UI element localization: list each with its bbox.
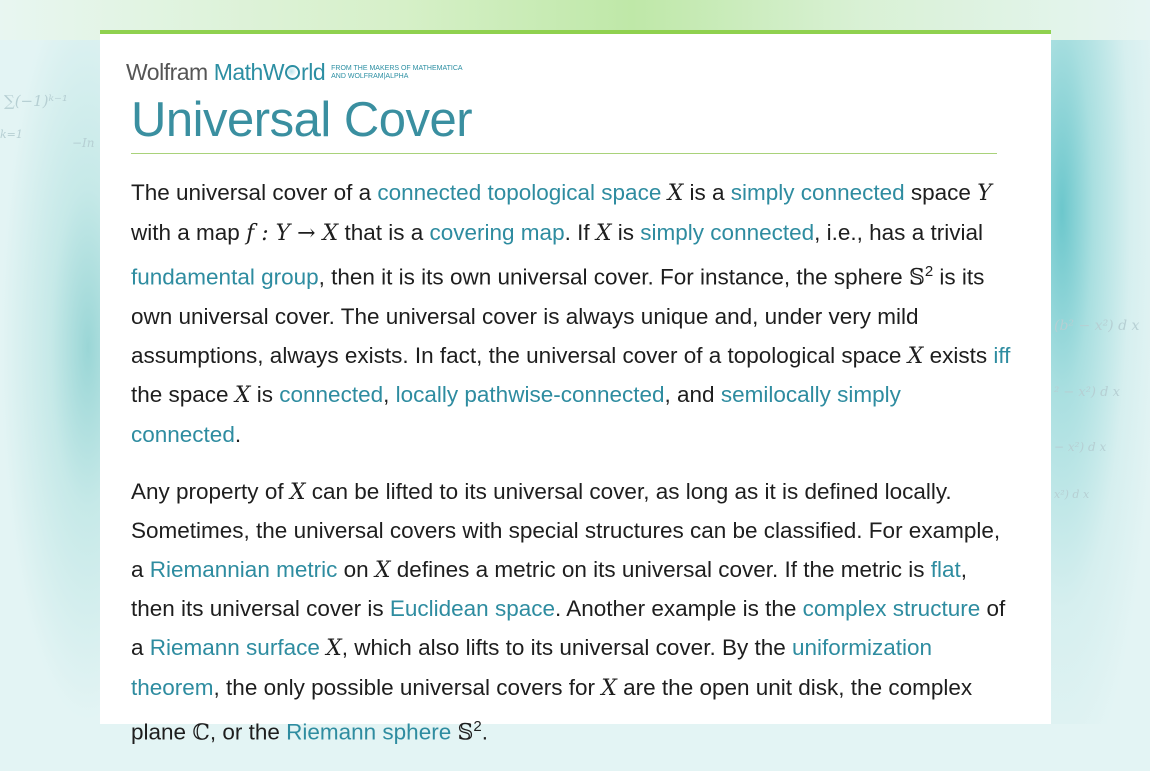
article-card [100, 30, 1051, 746]
math-x: X [907, 343, 924, 369]
background-formula: − x²) d x [1054, 440, 1107, 454]
logo-tagline [331, 65, 462, 81]
text: defines a metric on its universal cover. If the metric is [390, 556, 931, 582]
link-uniformization-theorem[interactable]: uniformization theorem [131, 635, 933, 700]
text: Any property of [131, 478, 290, 504]
background-formula: x²) d x [1054, 488, 1090, 501]
logo-wolfram-text: Wolfram [126, 59, 208, 85]
text: space [904, 180, 978, 205]
math-sphere: 𝕊 [457, 720, 474, 746]
background-formula: k=1 [0, 128, 23, 141]
text: that is a [338, 219, 430, 245]
link-flat[interactable]: flat [930, 556, 961, 582]
text: is [250, 382, 280, 408]
link-connected[interactable]: connected [279, 382, 384, 408]
text: on [337, 556, 375, 582]
text: is its own universal cover. The universal cover is always unique and, under very mild assumptions, always exists. In fact, the universal cover of a topological space [131, 264, 985, 368]
link-locally-pathwise-connected[interactable]: locally pathwise-connected [395, 382, 665, 408]
page-title: Universal Cover [131, 93, 473, 147]
link-riemann-sphere[interactable]: Riemann sphere [286, 719, 452, 745]
math-sphere: 𝕊 [908, 265, 925, 291]
background-right-art [1040, 40, 1150, 724]
text: . Another example is the [555, 596, 803, 622]
link-covering-map[interactable]: covering map [429, 219, 565, 245]
background-formula: ∑(−1)ᵏ⁻¹ [4, 92, 68, 110]
background-formula: −In [72, 136, 95, 150]
text: are the open unit disk, the complex plane [131, 674, 973, 745]
math-map: f : Y → X [246, 220, 339, 246]
text: . [481, 719, 488, 745]
text: . [234, 422, 242, 448]
math-complex-plane: ℂ [192, 720, 210, 746]
link-complex-structure[interactable]: complex structure [802, 596, 981, 622]
paragraph-2 [131, 473, 1011, 754]
article-body [131, 174, 1011, 771]
text: can be lifted to its universal cover, as long as it is defined locally. Sometimes, the universal covers with special structures can be classified. For example, a [131, 478, 1001, 582]
math-x: X [595, 220, 612, 246]
math-superscript: 2 [473, 718, 482, 736]
logo-mathworld-part2: rld [301, 59, 326, 85]
text: , i.e., has a trivial [814, 219, 983, 245]
text: is a [683, 180, 731, 205]
link-simply-connected[interactable]: simply connected [640, 219, 815, 245]
text: of a [131, 596, 1006, 661]
text: is [611, 219, 641, 245]
link-connected-topological-space[interactable]: connected topological space [377, 180, 662, 205]
text: exists [923, 342, 994, 368]
math-x: X [234, 383, 251, 409]
math-x: X [326, 636, 342, 662]
paragraph-1 [131, 174, 1011, 455]
text: with a map [131, 219, 247, 245]
text: the space [131, 382, 235, 408]
link-semilocally-simply-connected[interactable]: semilocally simply connected [131, 382, 901, 448]
math-x: X [289, 479, 306, 505]
text: , and [664, 382, 721, 408]
link-iff[interactable]: iff [993, 342, 1011, 368]
site-logo[interactable] [126, 59, 463, 86]
math-y: Y [977, 181, 992, 206]
tagline-line2: AND WOLFRAM|ALPHA [331, 72, 409, 80]
background-formula: (b² − x²) d x [1054, 318, 1140, 334]
logo-mathworld-part1: MathW [213, 59, 285, 85]
text: , then its universal cover is [131, 556, 968, 622]
link-riemann-surface[interactable]: Riemann surface [149, 635, 320, 661]
text: , then it is its own universal cover. For instance, the sphere [318, 264, 909, 290]
text: , [383, 382, 396, 408]
globe-icon [285, 65, 300, 80]
text: The universal cover of a [131, 180, 378, 205]
math-x: X [667, 181, 684, 206]
link-simply-connected[interactable]: simply connected [730, 180, 905, 205]
text: , which also lifts to its universal cover. By the [341, 635, 792, 661]
link-riemannian-metric[interactable]: Riemannian metric [149, 556, 338, 582]
background-formula: ² − x²) d x [1054, 385, 1120, 400]
math-x: X [374, 557, 391, 583]
math-superscript: 2 [924, 263, 934, 281]
text: , the only possible universal covers for [213, 674, 602, 700]
tagline-line1: FROM THE MAKERS OF MATHEMATICA [331, 64, 463, 72]
math-x: X [601, 675, 617, 701]
text: . If [564, 219, 596, 245]
title-divider [131, 153, 997, 154]
link-fundamental-group[interactable]: fundamental group [131, 264, 319, 290]
link-euclidean-space[interactable]: Euclidean space [389, 596, 555, 622]
logo-mathworld-text [214, 59, 325, 86]
text: , or the [209, 719, 287, 745]
